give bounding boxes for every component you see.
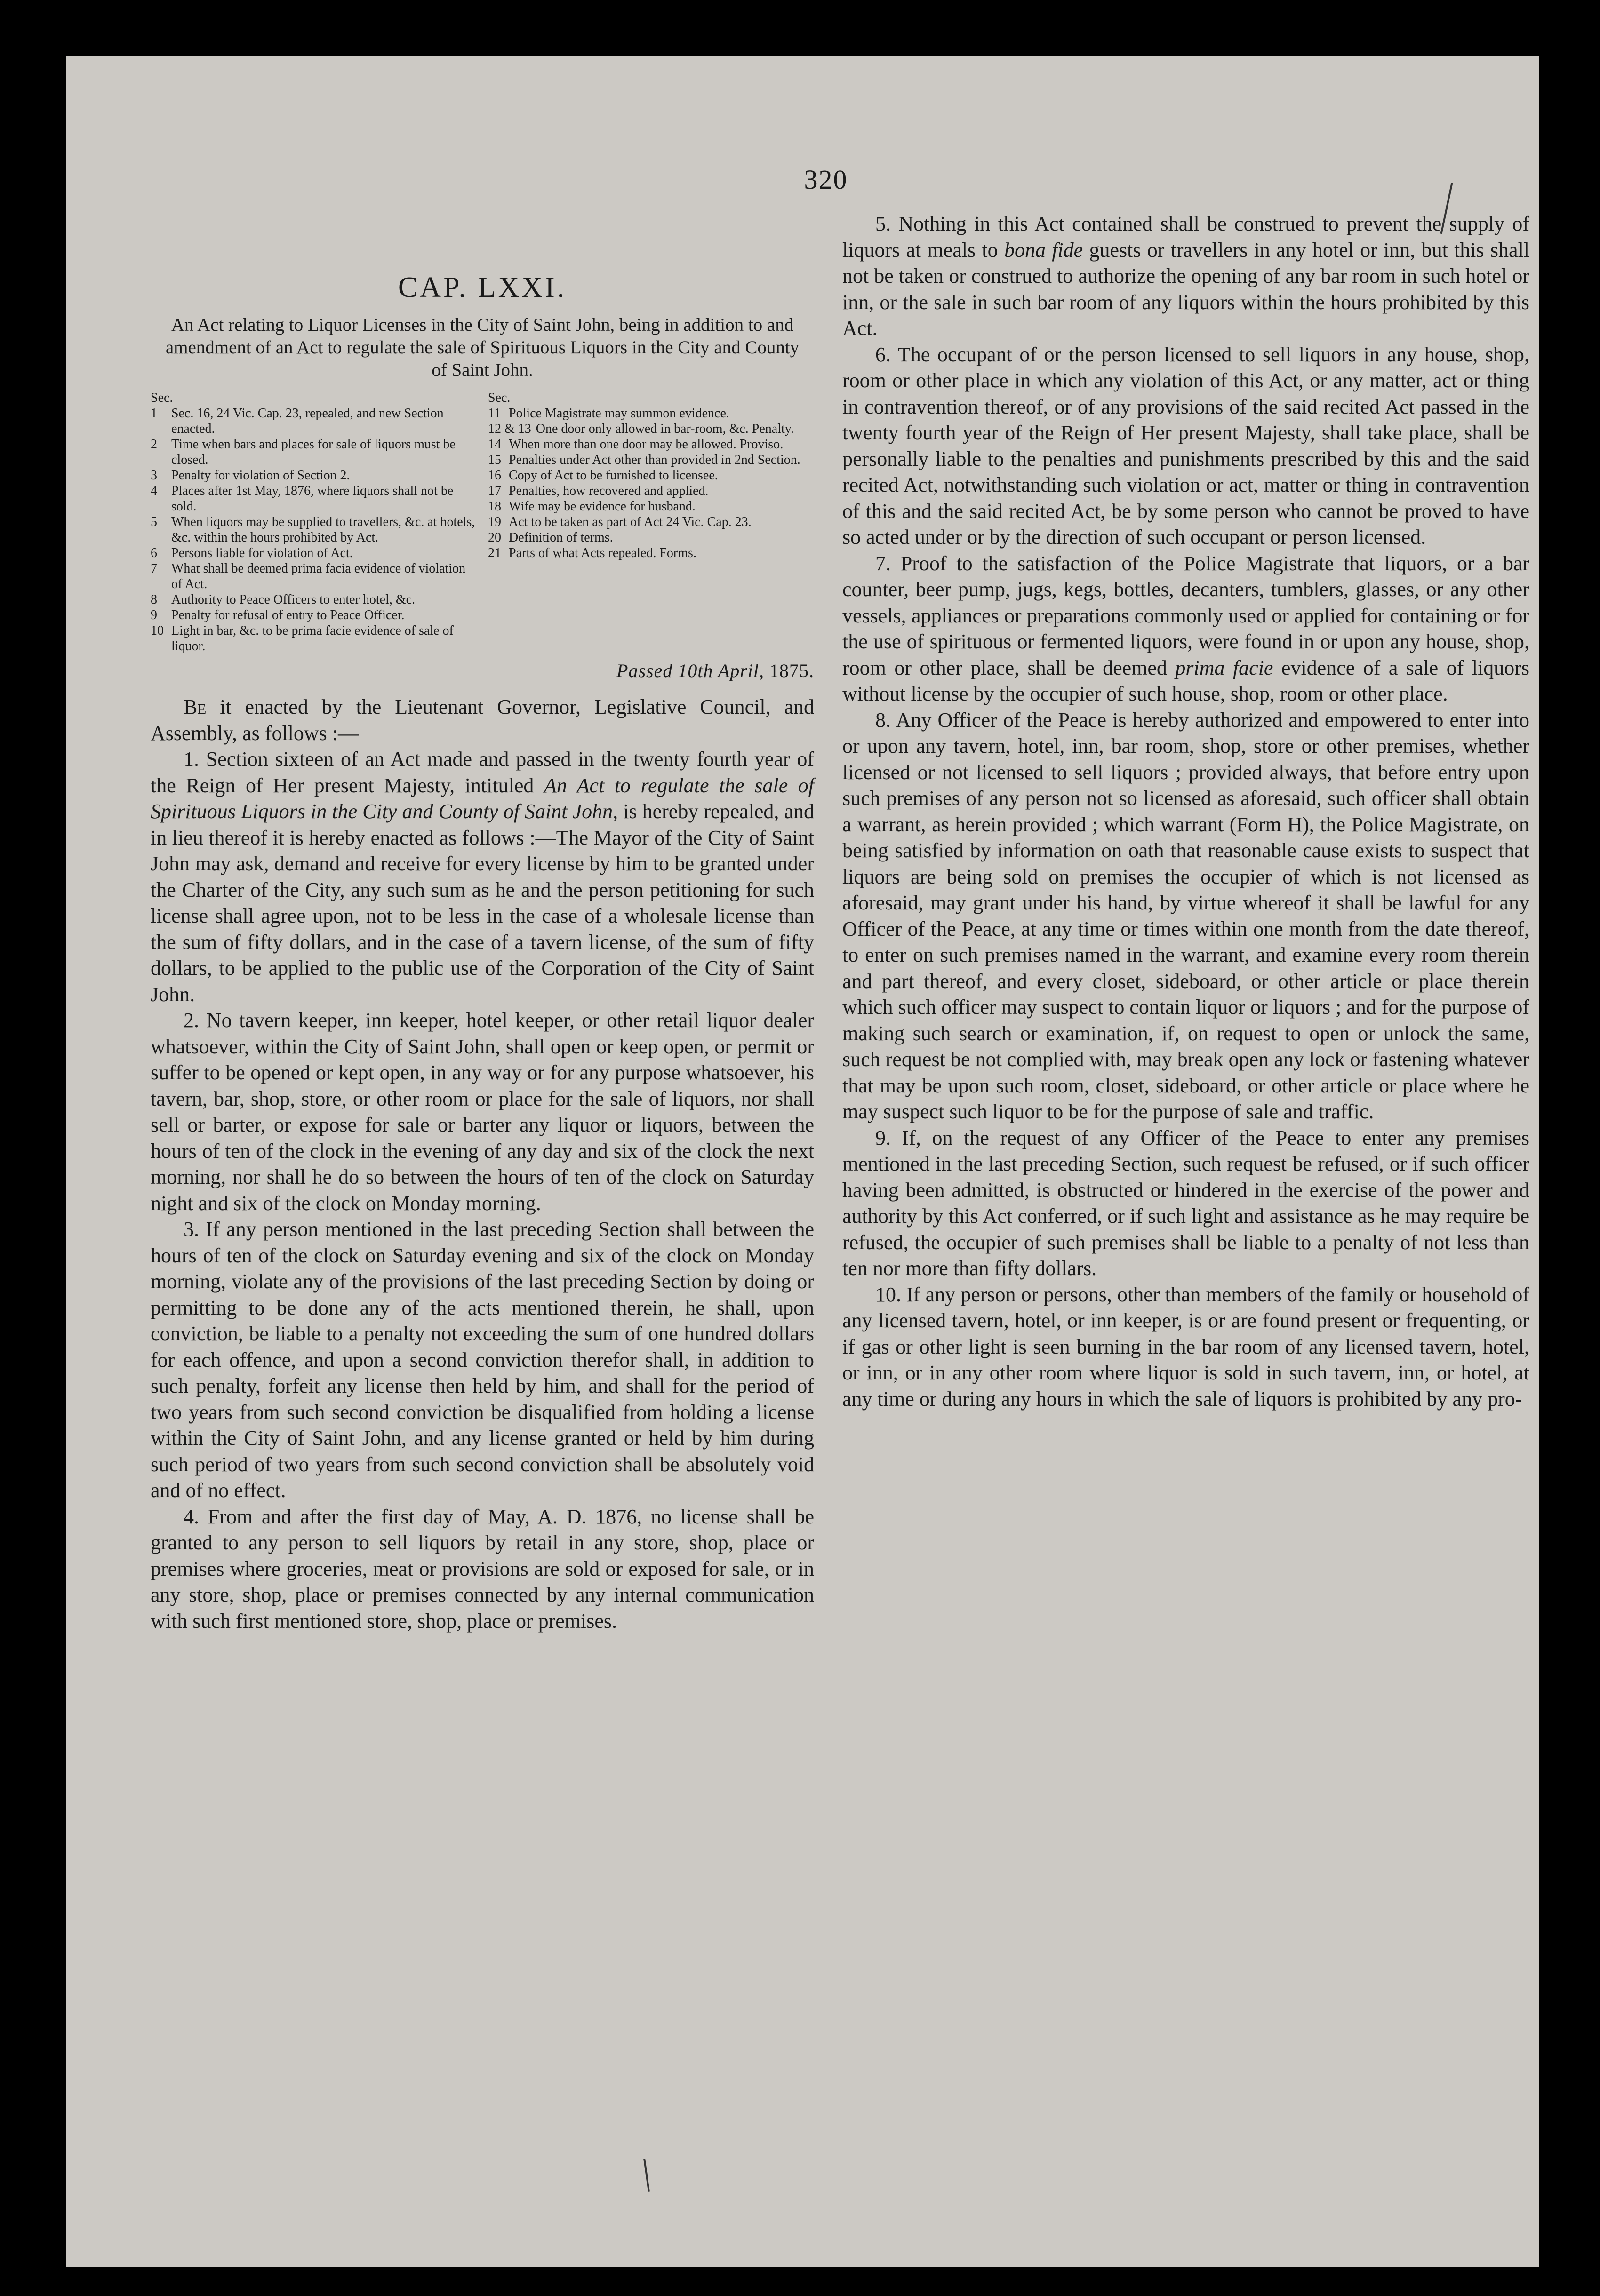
- toc-item-number: 8: [151, 592, 157, 607]
- toc-heading: Sec.: [151, 391, 173, 405]
- page-number: 320: [804, 164, 848, 195]
- toc-item: [488, 406, 814, 421]
- toc-item-number: 11: [488, 406, 501, 421]
- section-2: 2. No tavern keeper, inn keeper, hotel keeper, or other retail liquor dealer whatsoever, within the City of Saint John, shall open or keep open, or permit or suffer to be opened or kept open, in any way or for any purpose whatsoever, his tavern, bar, shop, store, or other room or place for the sale of liquors, nor shall sell or barter, or expose for sale or barter any liquor or liquors, between the hours of ten of the clock in the evening of any day and six of the clock the next morning, nor shall he do so between the hours of ten of the clock on Saturday night and six of the clock on Monday morning.: [151, 1009, 814, 1215]
- toc-item-text: Parts of what Acts repealed. Forms.: [509, 546, 696, 560]
- toc-item-number: 1: [151, 406, 157, 421]
- toc-item-text: Penalties under Act other than provided in 2nd Section.: [509, 453, 800, 467]
- toc-item-number: 9: [151, 608, 157, 622]
- section-1: [151, 746, 814, 1007]
- toc-item: [488, 483, 814, 499]
- section-9: 9. If, on the request of any Officer of the Peace to enter any premises mentioned in the last preceding Section, such request be refused, or if such officer having been admitted, is obstructed or hindered in the exercise of the power and authority by this Act conferred, or if such light and assistance as he may require be refused, the occupier of such premises shall be liable to a penalty of not less than ten nor more than fifty dollars.: [842, 1126, 1529, 1280]
- act-title: An Act relating to Liquor Licenses in the City of Saint John, being in addition to and amendment of an Act to regulate the sale of Spirituous Liquors in the City and County of Saint John.: [165, 315, 800, 380]
- toc-item-number: 5: [151, 515, 157, 529]
- enacting-text: it enacted by the Lieutenant Governor, Legislative Council, and Assembly, as follows :—: [151, 695, 815, 745]
- toc-item: [151, 483, 477, 514]
- toc-item-text: Light in bar, &c. to be prima facie evidence of sale of liquor.: [171, 623, 454, 654]
- toc-item-text: Penalties, how recovered and applied.: [509, 484, 709, 498]
- toc-item: [488, 514, 814, 530]
- toc-item-number: 19: [488, 515, 501, 529]
- enacting-clause: [151, 694, 814, 746]
- toc-item-text: Penalty for refusal of entry to Peace Officer.: [171, 608, 405, 622]
- chapter-heading: CAP. LXXI.: [398, 271, 567, 303]
- section-7-italic: prima facie: [1175, 656, 1273, 679]
- toc-item: [488, 545, 814, 561]
- toc-item-number: 2: [151, 437, 157, 452]
- toc-item: [151, 607, 477, 623]
- toc-item-number: 21: [488, 546, 501, 560]
- section-10: 10. If any person or persons, other than members of the family or household of any licensed tavern, hotel, or inn keeper, is or are found present or frequenting, or if gas or other light is seen burning in the bar room of any licensed tavern, hotel, or inn, or in any other room where liquor is sold in such tavern, inn, or hotel, at any time or during any hours in which the sale of liquors is prohibited by any pro-: [842, 1283, 1529, 1411]
- toc-item-number: 12 & 13: [488, 422, 531, 436]
- toc-item-text: Time when bars and places for sale of liquors must be closed.: [171, 437, 456, 467]
- toc-list-left: [151, 406, 477, 654]
- toc-item-number: 4: [151, 484, 157, 498]
- section-7-part-b: evidence of a sale of liquors without license by the occupier of such house, shop, room or other place.: [842, 656, 1529, 705]
- toc-item: [488, 437, 814, 452]
- toc-item: [151, 437, 477, 468]
- right-column: [842, 211, 1529, 1412]
- toc-item: [151, 468, 477, 483]
- enacting-lead: Be: [184, 695, 207, 718]
- section-1-act-title: An Act to regulate the sale of Spirituous Liquors in the City and County of Saint John,: [151, 773, 815, 823]
- section-6: 6. The occupant of or the person licensed to sell liquors in any house, shop, room or other place in which any violation of this Act, or any matter, act or thing in contravention thereof, or of any provisions of the said recited Act passed in the twenty fourth year of the Reign of Her present Majesty, shall take place, shall be personally liable to the penalties and punishments prescribed by this and the said recited Act, notwithstanding such violation or act, matter or thing in contravention of this and the said recited Act, be by some person who cannot be proved to have so acted under or by the direction of such occupant or person licensed.: [842, 343, 1529, 549]
- section-5-italic: bona fide: [1004, 238, 1083, 262]
- section-1-part-b: is hereby repealed, and in lieu thereof it is hereby enacted as follows :—The Mayor of the City of Saint John may ask, demand and receive for every license by him to be granted under the Charter of the City, any such sum as he and the person petitioning for such license shall agree upon, not to be less in the case of a wholesale license than the sum of fifty dollars, and in the case of a tavern license, of the sum of fifty dollars, to be applied to the public use of the Corporation of the City of Saint John.: [151, 800, 814, 1006]
- toc-item: [151, 514, 477, 545]
- toc-item: [488, 530, 814, 545]
- toc-item-text: Definition of terms.: [509, 530, 613, 545]
- toc-heading: Sec.: [488, 391, 511, 405]
- toc-item-number: 15: [488, 453, 501, 467]
- toc-item-number: 17: [488, 484, 501, 498]
- toc-item-text: Act to be taken as part of Act 24 Vic. Cap. 23.: [509, 515, 752, 529]
- toc-item-number: 10: [151, 623, 164, 638]
- section-5-part-a: 5. Nothing in this Act contained shall be construed to prevent the supply of liquors at meals to: [842, 212, 1529, 262]
- section-5: [842, 211, 1529, 342]
- toc-item-number: 7: [151, 561, 157, 576]
- section-5-part-b: guests or travellers in any hotel or inn, but this shall not be taken or construed to authorize the opening of any bar room in such hotel or inn, or the sale in such bar room of any liquors within the hours prohibited by this Act.: [842, 238, 1530, 340]
- toc-item-text: One door only allowed in bar-room, &c. Penalty.: [536, 422, 794, 436]
- toc-item-text: When more than one door may be allowed. Proviso.: [509, 437, 784, 452]
- toc-item-text: When liquors may be supplied to travellers, &c. at hotels, &c. within the hours prohibited by Act.: [171, 515, 475, 545]
- passed-label: Passed: [616, 660, 673, 681]
- toc-item-text: Places after 1st May, 1876, where liquors shall not be sold.: [171, 484, 454, 514]
- toc-item: [488, 499, 814, 514]
- section-8: 8. Any Officer of the Peace is hereby authorized and empowered to enter into or upon any tavern, hotel, inn, bar room, shop, store or other premises, whether licensed or not licensed to sell liquors ; provided always, that before entry upon such premises of any person not so licensed as aforesaid, such officer shall obtain a warrant, as herein provided ; which warrant (Form H), the Police Magistrate, on being satisfied by information on oath that reasonable cause exists to suspect that liquors are being sold on premises the occupier of which is not licensed as aforesaid, may grant under his hand, by virtue whereof it shall be lawful for any Officer of the Peace, at any time or times within one month from the date thereof, to enter on such premises named in the warrant, and examine every room therein and part thereof, and every closet, sideboard, or other article or place therein which such officer may suspect to contain liquor or liquors ; and for the purpose of making such search or examination, if, on request to open or unlock the same, such request be not complied with, may break open any lock or fastening whatever that may be upon such room, closet, sideboard, or other article or place where he may suspect such liquor to be for the purpose of sale and traffic.: [842, 708, 1529, 1123]
- toc-item: [488, 468, 814, 483]
- toc-list-right: [488, 406, 814, 561]
- toc-item-text: Police Magistrate may summon evidence.: [509, 406, 729, 421]
- toc-column-right: [488, 390, 814, 654]
- toc-item-number: 16: [488, 468, 501, 483]
- toc-item: [151, 592, 477, 607]
- toc-item: [151, 406, 477, 437]
- toc-item: [151, 545, 477, 561]
- section-7-part-a: 7. Proof to the satisfaction of the Police Magistrate that liquors, or a bar counter, beer pump, jugs, kegs, bottles, decanters, tumblers, glasses, or any other vessels, appliances or preparations commonly used or applied for containing or for the use of spirituous or fermented liquors, were found in or upon any house, shop, room or other place, shall be deemed: [842, 551, 1529, 679]
- passed-date: [151, 660, 814, 682]
- toc-item: [488, 421, 814, 437]
- toc-item: [151, 561, 477, 592]
- stray-ink-mark: [643, 2159, 650, 2192]
- section-contents: [151, 390, 814, 654]
- toc-item-number: 3: [151, 468, 157, 483]
- toc-item-number: 6: [151, 546, 157, 560]
- toc-column-left: [151, 390, 477, 654]
- section-3: 3. If any person mentioned in the last preceding Section shall between the hours of ten of the clock on Saturday evening and six of the clock on Monday morning, violate any of the provisions of the last preceding Section by doing or permitting to be done any of the acts mentioned therein, he shall, upon conviction, be liable to a penalty not exceeding the sum of one hundred dollars for each offence, and upon a second conviction therefor shall, in addition to such penalty, forfeit any license then held by him, and shall for the period of two years from such second conviction be disqualified from holding a license within the City of Saint John, and any license granted or held by him during such period of two years from such second conviction shall be absolutely void and of no effect.: [151, 1218, 814, 1502]
- document-page: [66, 56, 1539, 2267]
- toc-item: [151, 623, 477, 654]
- toc-item-number: 14: [488, 437, 501, 452]
- toc-item-text: Persons liable for violation of Act.: [171, 546, 353, 560]
- toc-item-number: 18: [488, 499, 501, 514]
- toc-item: [488, 452, 814, 468]
- toc-item-text: Wife may be evidence for husband.: [509, 499, 696, 514]
- passed-day: 10th April,: [678, 660, 764, 681]
- section-4: 4. From and after the first day of May, A. D. 1876, no license shall be granted to any person to sell liquors by retail in any store, shop, place or premises where groceries, meat or provisions are sold or exposed for sale, or in any store, shop, place or premises connected by any internal communication with such first mentioned store, shop, place or premises.: [151, 1505, 814, 1633]
- toc-item-text: Penalty for violation of Section 2.: [171, 468, 350, 483]
- section-1-part-a: 1. Section sixteen of an Act made and passed in the twenty fourth year of the Reign of Her present Majesty, intituled: [151, 748, 814, 797]
- toc-item-text: Authority to Peace Officers to enter hotel, &c.: [171, 592, 416, 607]
- section-7: [842, 550, 1529, 707]
- toc-item-text: What shall be deemed prima facia evidence of violation of Act.: [171, 561, 466, 591]
- toc-item-number: 20: [488, 530, 501, 545]
- passed-year: 1875.: [769, 660, 814, 681]
- toc-item-text: Sec. 16, 24 Vic. Cap. 23, repealed, and new Section enacted.: [171, 406, 444, 436]
- toc-item-text: Copy of Act to be furnished to licensee.: [509, 468, 718, 483]
- left-column: [151, 211, 814, 1634]
